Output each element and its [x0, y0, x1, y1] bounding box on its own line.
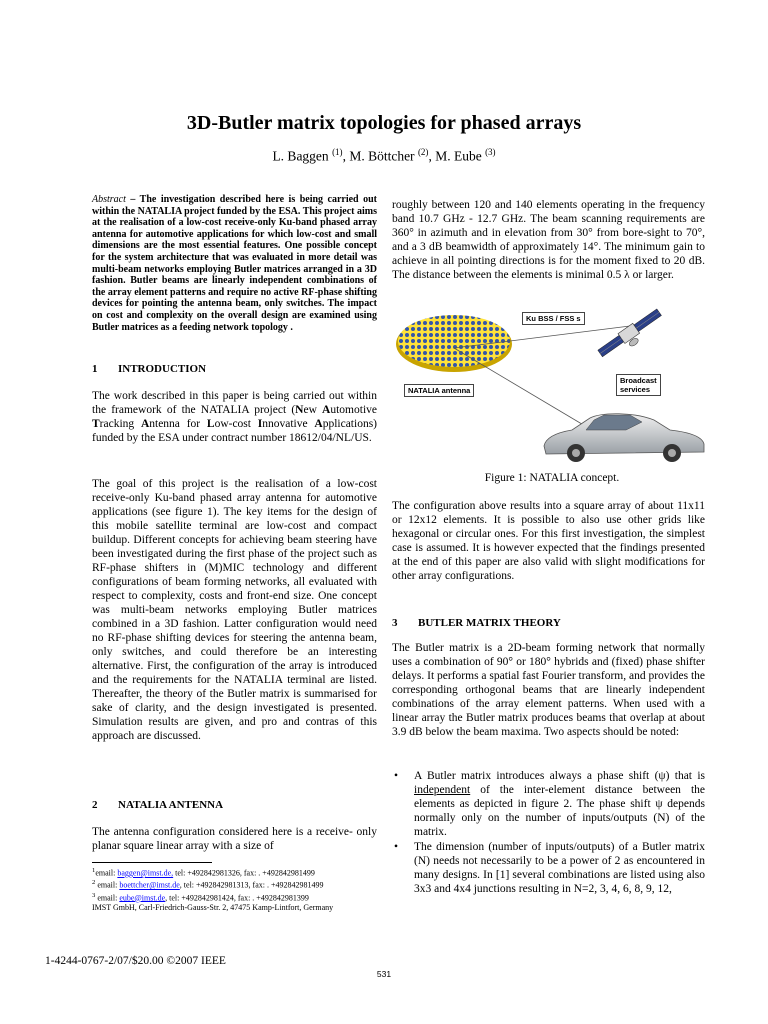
- text: of the inter-element distance between the elements as depicted in figure 2. The phase shift ψ depends normally only on the number of inputs/outputs (N) of the matrix.: [414, 784, 705, 838]
- text: The work described in this paper is being carried out within the framework of the NATALIA project (: [92, 390, 377, 416]
- text: utomotive: [330, 404, 377, 416]
- emphasis-text: independent: [414, 784, 471, 796]
- bullet-item-dimension: [394, 840, 705, 896]
- footnote-4: IMST GmbH, Carl-Friedrich-Gauss-Str. 2, 47475 Kamp-Lintfort, Germany: [92, 902, 334, 912]
- text: racking: [99, 418, 135, 430]
- footnote-marker: 2: [92, 879, 96, 887]
- natalia-paragraph-1-continued: roughly between 120 and 140 elements operating in the frequency band 10.7 GHz - 12.7 GHz. The beam scanning requirements are 360° in azimuth and in elevation from 30° from bore-sight to 70°, and a 3 dB beamwidth of approximately 14°. The minimum gain to achieve in all pointing directions is for the moment fixed to 20 dB. The distance between the elements is minimal 0.5 λ or larger.: [392, 199, 705, 281]
- paper-title: 3D-Butler matrix topologies for phased arrays: [186, 112, 582, 134]
- author-name: L. Baggen: [272, 148, 329, 164]
- copyright-notice: 1-4244-0767-2/07/$20.00 ©2007 IEEE: [45, 955, 226, 967]
- section-heading-natalia-antenna: [92, 799, 223, 811]
- acronym-letter: T: [92, 418, 100, 430]
- section-title: BUTLER MATRIX THEORY: [418, 617, 561, 629]
- acronym-letter: I: [257, 418, 263, 430]
- figure-caption: Figure 1: NATALIA concept.: [484, 472, 620, 484]
- section-title: INTRODUCTION: [118, 363, 207, 375]
- author-list: [0, 147, 768, 165]
- footnote-marker: 3: [92, 891, 96, 899]
- text: email:: [95, 868, 118, 878]
- acronym-letter: A: [140, 418, 150, 430]
- section-title: NATALIA ANTENNA: [118, 799, 224, 811]
- author-name: M. Eube: [435, 148, 482, 164]
- footnote-3: [92, 891, 382, 903]
- text: , tel: +492842981313, fax: . +492842981499: [179, 880, 324, 890]
- author-separator: ,: [428, 148, 436, 164]
- bullet-item-phase-shift: [394, 769, 705, 839]
- author-name: M. Böttcher: [349, 148, 415, 164]
- abstract-text: – The investigation described here is being carried out within the NATALIA project funded by the ESA. This project aims at the realisation of a low-cost receive-only Ku-band phased array antenna for automotive applications for which low-cost and small dimensions are the most essential features. One possible concept for the system architecture that was evaluated in more detail was multi-beam networks employing Butler matrices arranged in a 3D fashion. Butler beams are linearly independent combinations of the array element patterns and require no active RF-phase shifting devices for pointing the antenna beam, only switches. The impact on cost and complexity on the overall design are examined using Butler matrices as a feeding network topology .: [92, 194, 377, 333]
- text: email:: [95, 893, 120, 903]
- text: email:: [95, 880, 120, 890]
- email-link[interactable]: boettcher@imst.de: [119, 880, 180, 890]
- abstract: [92, 194, 377, 333]
- text: tel: +492842981326, fax: . +492842981499: [173, 868, 315, 878]
- bullet-icon: •: [394, 770, 399, 782]
- acronym-letter: A: [314, 418, 323, 430]
- footnotes: [92, 866, 382, 912]
- text: services: [620, 385, 651, 394]
- text: for: [186, 418, 201, 430]
- footnote-divider: [92, 862, 212, 863]
- natalia-paragraph-1: The antenna configuration considered here is a receive- only planar square linear array with a size of: [92, 826, 377, 852]
- text: A Butler matrix introduces always a phase shift (ψ) that is: [414, 770, 705, 782]
- section-number: 1: [92, 363, 98, 375]
- text: ntenna: [149, 418, 180, 430]
- acronym-letter: L: [206, 418, 215, 430]
- section-number: 2: [92, 799, 98, 811]
- footnote-1: [92, 866, 382, 878]
- page-number: 531: [376, 969, 392, 979]
- figure-natalia-concept: [392, 308, 710, 466]
- bullet-icon: •: [394, 841, 399, 853]
- author-separator: ,: [342, 148, 350, 164]
- section-number: 3: [392, 617, 398, 629]
- antenna-array-icon: [396, 315, 512, 372]
- figure-label-broadcast: [616, 374, 661, 396]
- author-affiliation: (3): [485, 147, 496, 157]
- text: ) funded by the ESA under contract number 18612/04/NL/US.: [92, 418, 378, 444]
- text: pplications: [322, 418, 374, 430]
- text: nnovative: [262, 418, 315, 430]
- natalia-paragraph-2: The configuration above results into a square array of about 11x11 or 12x12 elements. It is possible to also use other grids like hexagonal or circular ones. For this first investigation, the simplest case is assumed. It is however expected that the findings presented at the end of this paper are also valid with slight modifications for other array configurations.: [392, 500, 705, 582]
- text: ow-cost: [214, 418, 251, 430]
- satellite-icon: [597, 308, 667, 364]
- text: ew: [303, 404, 323, 416]
- author-affiliation: (2): [417, 147, 429, 157]
- beam-line-to-car: [454, 348, 602, 436]
- butler-paragraph-1: The Butler matrix is a 2D-beam forming network that normally uses a combination of 90° or 180° hybrids and (fixed) phase shifter delays. It performs a spatial fast Fourier transform, and provides the corresponding orthogonal beams that are linearly independent combinations of the array element patterns. When used with a linear array the Butler matrix produces beams that overlap at about 3.9 dB below the beam maxima. Two aspects should be noted:: [392, 642, 705, 738]
- text: The dimension (number of inputs/outputs) of a Butler matrix (N) needs not necessarily to be a power of 2 as encountered in many designs. In [1] several combinations are listed using also 3x3 and 4x4 junctions resulting in N=2, 3, 4, 6, 8, 9, 12,: [414, 841, 705, 895]
- figure-label-antenna: NATALIA antenna: [404, 384, 474, 397]
- intro-paragraph-1: [92, 389, 377, 445]
- text: Broadcast: [620, 376, 657, 385]
- acronym-letter: N: [295, 404, 304, 416]
- section-heading-butler-matrix-theory: [392, 617, 561, 629]
- abstract-label: Abstract: [92, 194, 126, 205]
- text: , tel: +492842981424, fax: . +492842981399: [165, 893, 309, 903]
- email-link[interactable]: baggen@imst.de,: [117, 868, 174, 878]
- acronym-letter: A: [322, 404, 331, 416]
- section-heading-introduction: [92, 363, 206, 375]
- footnote-marker: 1: [92, 867, 96, 874]
- figure-label-satellite: Ku BSS / FSS s: [522, 312, 585, 325]
- email-link[interactable]: eube@imst.de: [119, 893, 166, 903]
- footnote-2: [92, 878, 382, 890]
- car-icon: [544, 414, 704, 462]
- intro-paragraph-2: The goal of this project is the realisation of a low-cost receive-only Ku-band phased array antenna for automotive applications (see figure 1). The key items for the design of this mobile satellite terminal are low-cost and compact buildup. Different concepts for achieving beam steering have been investigated during the first phase of the project such as RF-phase shifters in (M)MIC technology and different configurations of beam forming networks, all evaluated with respect to complexity, costs and front-end size. One concept was multi-beam networks employing Butler matrices combined in a 3D fashion. Latter configuration would need no RF-phase shifting devices for steering the antenna beam, only switches, and could therefore be an interesting alternative. First, the configuration of the array is introduced and the requirements for the NATALIA terminal are listed. Thereafter, the theory of the Butler matrix is summarised for sake of clarity, and the design investigated is presented. Simulation results are given, and pro and contras of this approach are discussed.: [92, 478, 377, 742]
- author-affiliation: (1): [332, 147, 343, 157]
